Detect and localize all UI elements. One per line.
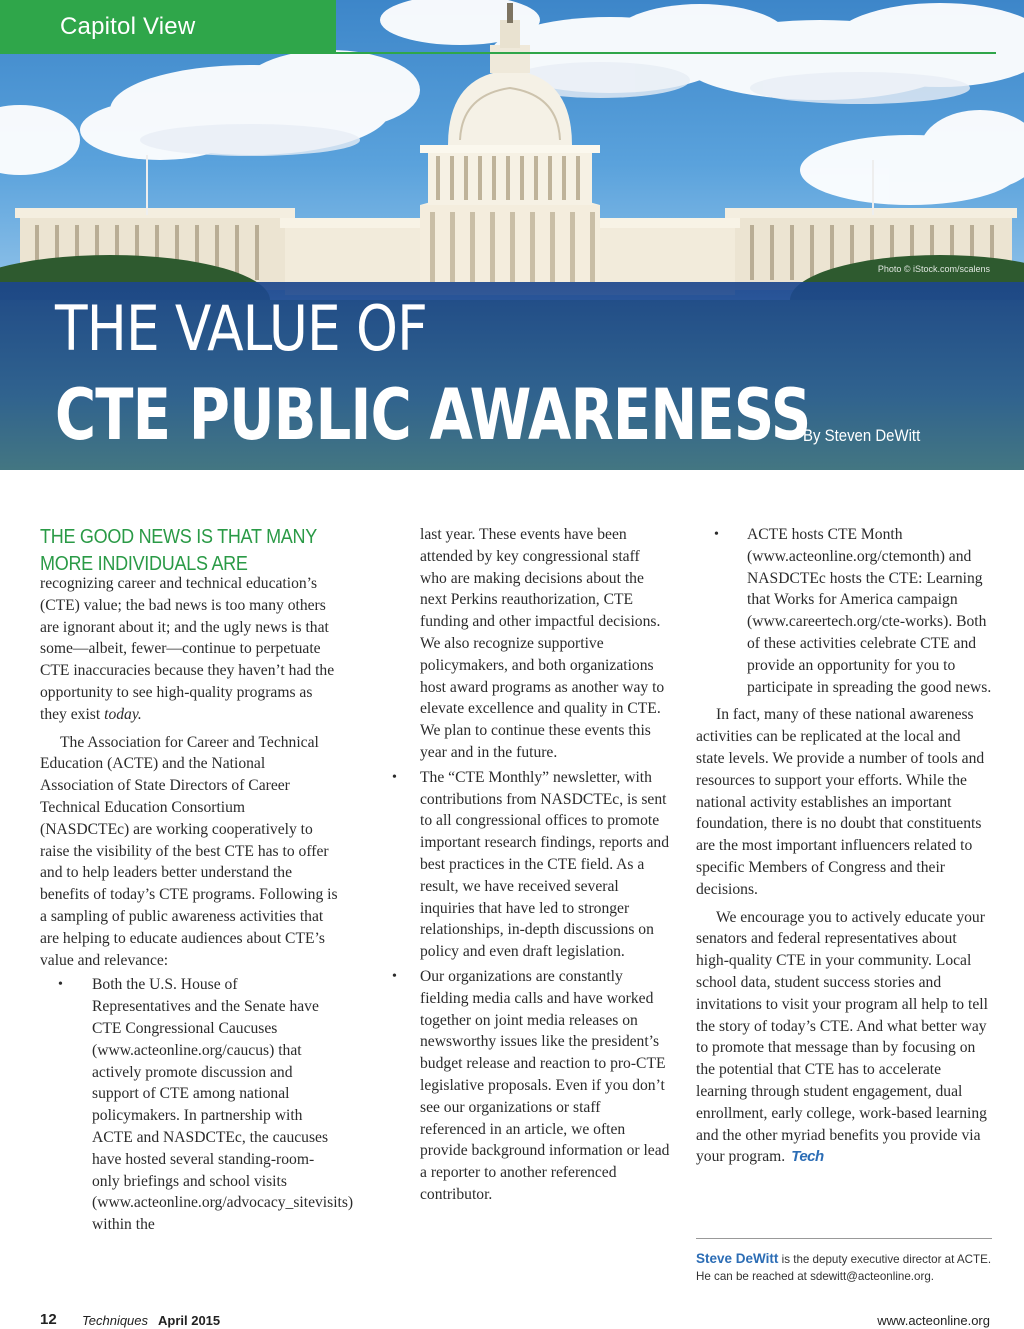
list-item-text: Our organizations are constantly fielding media calls and have worked together on joint media releases on newsworthy issues like the president’s budget release and reaction to pro-CTE legislative proposals. Even if you don’t see our organizations or staff referenced in an article, we often provide background information or lead a reporter to another referenced contributor.	[420, 967, 670, 1203]
page-number: 12	[40, 1311, 57, 1328]
article-column-3	[696, 524, 992, 1168]
headline-line-2: CTE PUBLIC AWARENESS	[55, 374, 811, 456]
list-item-newsletter	[392, 767, 670, 963]
paragraph-encourage-text: We encourage you to actively educate your senators and federal representatives about high-quality CTE in your community. Local school data, student success stories and invitations to visit your program all help to tell the story of today’s CTE. And what better way to promote that message than by focusing on the potential that CTE has to accelerate learning through student engagement, dual enrollment, early college, work-based learning and the other myriad benefits you provide via your program.	[696, 908, 988, 1166]
section-label: Capitol View	[0, 0, 336, 54]
headline-line-1: THE VALUE OF	[55, 292, 427, 365]
list-item-cte-month	[696, 524, 992, 698]
author-name: Steve DeWitt	[696, 1251, 779, 1266]
end-mark-logo: Tech	[791, 1148, 824, 1166]
list-item-text: ACTE hosts CTE Month (www.acteonline.org/ctemonth) and NASDCTEc hosts the CTE: Learning that Works for America campaign (www.careertech.org/cte-works). Both of these activities celebrate CTE and provide an opportunity for you to participate in spreading the good news.	[747, 526, 992, 696]
bullet-marker: •	[392, 769, 397, 785]
paragraph-intro-emphasis: today.	[104, 705, 142, 723]
list-item-text: The “CTE Monthly” newsletter, with contributions from NASDCTEc, is sent to all congressional offices to promote important research findings, reports and best practices in the CTE field. As a result, we have received several inquiries that have led to stronger relationships, in-depth discussions on policy and even draft legislation.	[420, 768, 669, 961]
author-bio	[696, 1250, 996, 1285]
paragraph-local-activities: In fact, many of these national awareness activities can be replicated at the local and state levels. We provide a number of tools and resources to support your efforts. While the national activity establishes an important foundation, there is no doubt that constituents are the most important influencers related to specific Members of Congress and their decisions.	[696, 706, 985, 898]
activity-list-end	[696, 524, 992, 698]
activity-list	[40, 974, 354, 1236]
article-column-2	[392, 524, 670, 1206]
article-column-1	[40, 524, 354, 1236]
author-bio-text: is the deputy executive director at ACTE. He can be reached at sdewitt@acteonline.org.	[696, 1253, 992, 1283]
bio-divider	[696, 1238, 992, 1239]
header-rule	[336, 52, 996, 54]
activity-list-continued	[392, 767, 670, 1206]
list-item-caucuses-continued: last year. These events have been attended by key congressional staff who are making decisions about the next Perkins reauthorization, CTE funding and other impactful decisions. We also recognize supportive policymakers, and both organizations host award programs as another way to elevate excellence and quality in CTE. We plan to continue these events this year and in the future.	[420, 526, 665, 761]
lead-in: THE GOOD NEWS IS THAT MANY MORE INDIVIDUALS ARE	[40, 526, 317, 575]
paragraph-encourage	[696, 907, 992, 1169]
paragraph-intro	[40, 573, 338, 726]
issue-date: April 2015	[158, 1313, 221, 1328]
website-url: www.acteonline.org	[877, 1313, 990, 1328]
hero-photo	[0, 0, 1024, 470]
paragraph-intro-text: recognizing career and technical education’s (CTE) value; the bad news is too many others are ignorant about it; and the ugly news is that some—albeit, fewer—continue to perpetuate CTE inaccuracies because they haven’t had the opportunity to see high-quality programs as they exist	[40, 575, 335, 723]
list-item-text: Both the U.S. House of Representatives and the Senate have CTE Congressional Caucuses (www.acteonline.org/caucus) that actively promote discussion and support of CTE among national policymakers. In partnership with ACTE and NASDCTEc, the caucuses have hosted several standing-room-only briefings and school visits (www.acteonline.org/advocacy_sitevisits) within the	[92, 976, 354, 1234]
bullet-marker: •	[58, 977, 63, 993]
list-item-caucuses	[40, 974, 354, 1236]
bullet-marker: •	[392, 968, 397, 984]
bullet-marker: •	[714, 527, 719, 542]
photo-credit: Photo © iStock.com/scalens	[877, 264, 990, 274]
paragraph-organizations: The Association for Career and Technical Education (ACTE) and the National Association of State Directors of Career Technical Education Consortium (NASDCTEc) are working cooperatively to raise the visibility of the best CTE has to offer and to help leaders better understand the benefits of today’s CTE programs. Following is a sampling of public awareness activities that are helping to educate audiences about CTE’s value and relevance:	[40, 733, 338, 969]
publication-name: Techniques	[82, 1313, 149, 1328]
list-item-media	[392, 966, 670, 1206]
byline: By Steven DeWitt	[803, 426, 921, 445]
